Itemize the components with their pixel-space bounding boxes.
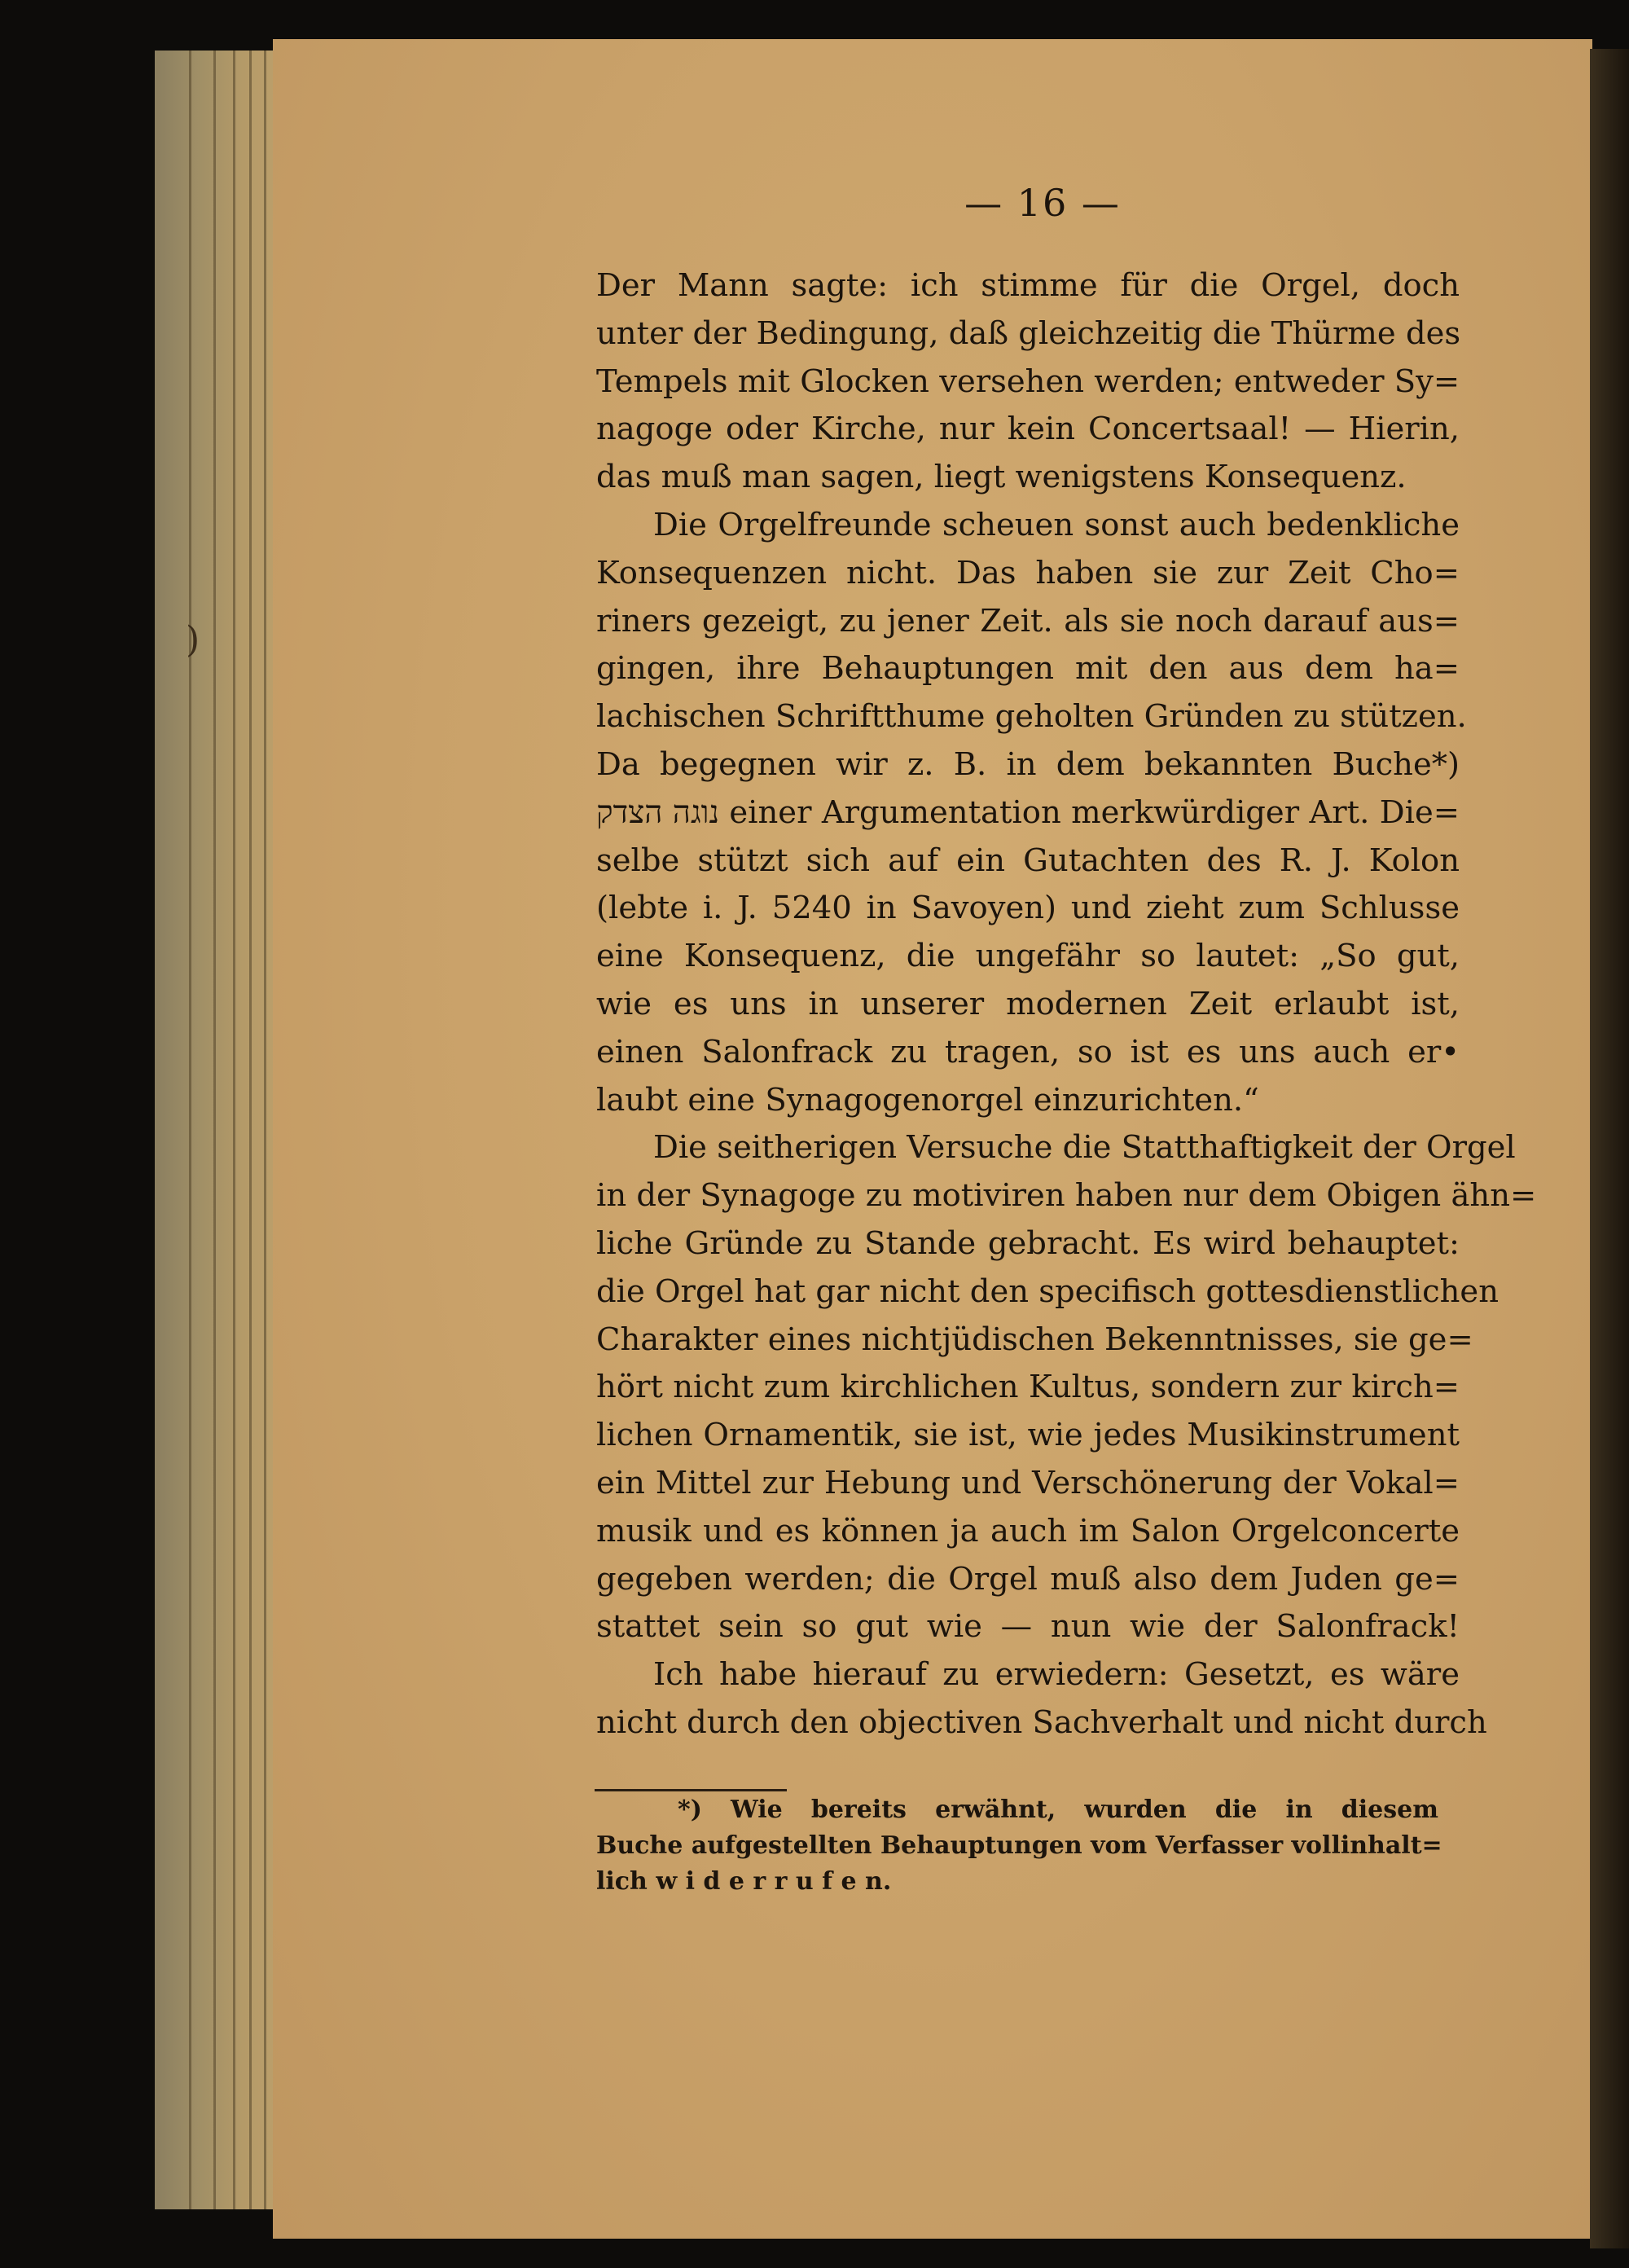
text-line: wie es uns in unserer modernen Zeit erlaubt ist,	[596, 985, 1460, 1022]
text-line: ein Mittel zur Hebung und Verschönerung der Vokal=	[596, 1464, 1460, 1501]
footnote-line: lich w i d e r r u f e n.	[596, 1867, 892, 1896]
text-line: gingen, ihre Behauptungen mit den aus dem ha=	[596, 650, 1460, 688]
text-line: (lebte i. J. 5240 in Savoyen) und zieht zum Schlusse	[596, 890, 1460, 927]
text-line: einen Salonfrack zu tragen, so ist es uns auch er•	[596, 1033, 1460, 1070]
page-edge-line	[249, 51, 252, 2209]
footnote	[596, 1792, 1442, 1900]
page-edge-line	[189, 51, 191, 2209]
page-edge-line	[264, 51, 266, 2209]
page-number: — 16 —	[964, 181, 1121, 225]
text-line: die Orgel hat gar nicht den specifisch gottesdienstlichen	[596, 1272, 1499, 1310]
text-line: gegeben werden; die Orgel muß also dem Juden ge=	[596, 1560, 1460, 1598]
footnote-line: *) Wie bereits erwähnt, wurden die in diesem	[678, 1796, 1438, 1824]
text-line: Der Mann sagte: ich stimme für die Orgel, doch	[596, 267, 1460, 304]
text-line: selbe stützt sich auf ein Gutachten des R. J. Kolon	[596, 842, 1460, 879]
page-edge-line	[213, 51, 216, 2209]
text-line: Tempels mit Glocken versehen werden; entweder Sy=	[596, 363, 1460, 400]
footnote-rule	[595, 1789, 787, 1791]
text-line: unter der Bedingung, daß gleichzeitig die Thürme des	[596, 314, 1461, 352]
text-line: Konsequenzen nicht. Das haben sie zur Zeit Cho=	[596, 554, 1460, 591]
text-line: stattet sein so gut wie — nun wie der Salonfrack!	[596, 1608, 1460, 1646]
page-edge-line	[233, 51, 235, 2209]
body-text	[596, 262, 1537, 1747]
text-line: in der Synagoge zu motiviren haben nur dem Obigen ähn=	[596, 1177, 1537, 1215]
text-line: hört nicht zum kirchlichen Kultus, sondern zur kirch=	[596, 1369, 1460, 1406]
text-line: das muß man sagen, liegt wenigstens Konsequenz.	[596, 459, 1407, 496]
text-line: nagoge oder Kirche, nur kein Concertsaal! — Hierin,	[596, 411, 1460, 448]
text-line: laubt eine Synagogenorgel einzurichten.“	[596, 1081, 1259, 1119]
margin-mark: )	[186, 619, 200, 661]
text-line: נוגה הצדק einer Argumentation merkwürdiger Art. Die=	[596, 793, 1460, 831]
footnote-line: Buche aufgestellten Behauptungen vom Verfasser vollinhalt=	[596, 1831, 1442, 1860]
text-line: lichen Ornamentik, sie ist, wie jedes Musikinstrument	[596, 1417, 1460, 1454]
text-line: riners gezeigt, zu jener Zeit. als sie noch darauf aus=	[596, 602, 1460, 640]
text-line: lachischen Schriftthume geholten Gründen zu stützen.	[596, 698, 1467, 736]
text-line: nicht durch den objectiven Sachverhalt und nicht durch	[596, 1703, 1487, 1741]
text-line: Da begegnen wir z. B. in dem bekannten Buche*)	[596, 745, 1460, 783]
text-line: Ich habe hierauf zu erwiedern: Gesetzt, es wäre	[653, 1656, 1460, 1694]
binding-gutter	[1590, 49, 1629, 2248]
text-line: liche Gründe zu Stande gebracht. Es wird behauptet:	[596, 1224, 1460, 1262]
text-line: Die Orgelfreunde scheuen sonst auch bedenkliche	[653, 506, 1460, 543]
text-line: eine Konsequenz, die ungefähr so lautet: „So gut,	[596, 938, 1460, 975]
text-line: Die seitherigen Versuche die Statthaftigkeit der Orgel	[653, 1129, 1516, 1167]
text-line: musik und es können ja auch im Salon Orgelconcerte	[596, 1512, 1460, 1549]
text-line: Charakter eines nichtjüdischen Bekenntnisses, sie ge=	[596, 1321, 1473, 1358]
